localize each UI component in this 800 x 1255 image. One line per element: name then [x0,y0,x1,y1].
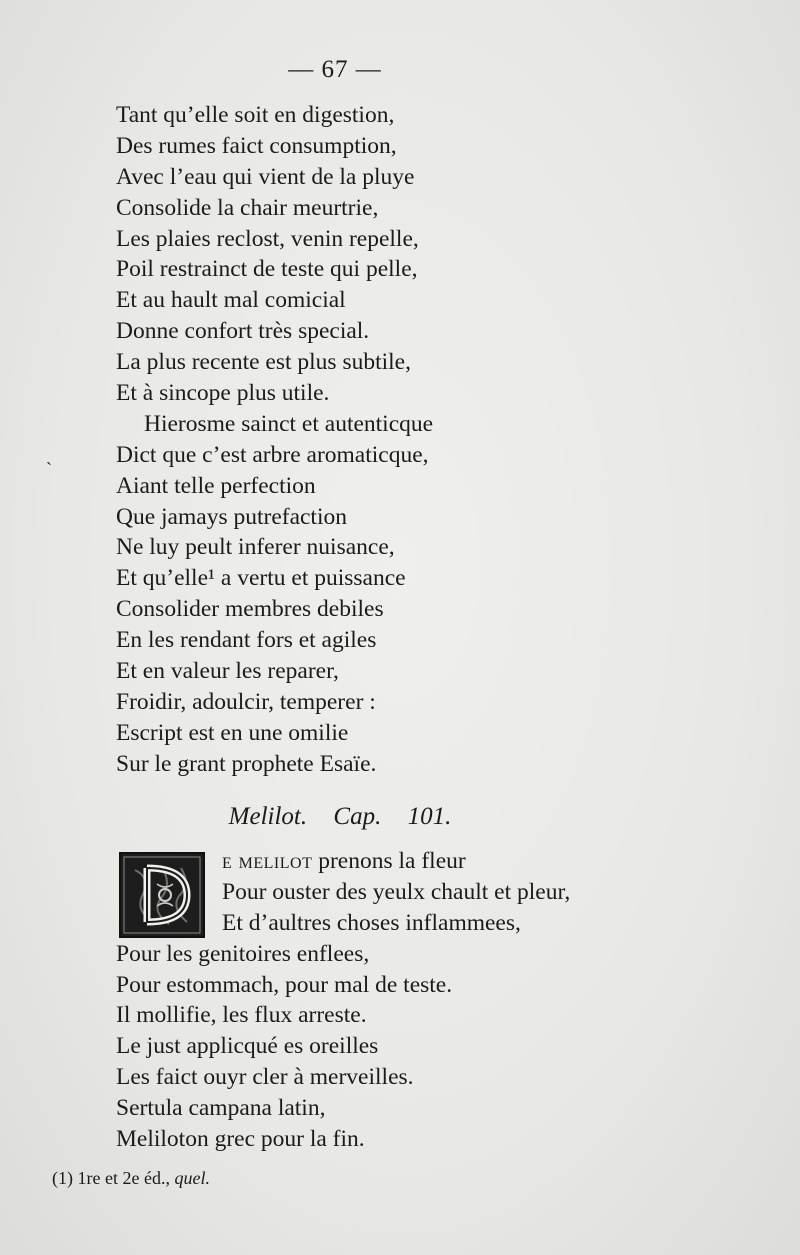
verse-line: Sur le grant prophete Esaïe. [116,750,377,777]
verse-line: Et au hault mal comicial [116,287,346,314]
footnote-marker: (1) [52,1168,73,1188]
verse-line: Dict que c’est arbre aromaticque, [116,441,429,468]
verse-block-bottom [116,846,736,1155]
verse-block-top [116,100,716,780]
verse-line: Ne luy peult inferer nuisance, [116,534,395,561]
section-title: Melilot. [228,803,308,830]
verse-line: Sertula campana latin, [116,1095,326,1122]
verse-line: Aiant telle perfection [116,472,316,499]
verse-line: Que jamays putrefaction [116,503,347,530]
footnote [52,1168,210,1189]
verse-line: Avec l’eau qui vient de la pluye [116,163,415,190]
verse-line: Poil restrainct de teste qui pelle, [116,256,418,283]
verse-line: Des rumes faict consumption, [116,132,397,159]
verse-line: Escript est en une omilie [116,719,349,746]
verse-line: Les faict ouyr cler à merveilles. [116,1064,414,1091]
verse-line: Froidir, adoulcir, temperer : [116,688,376,715]
verse-line: Et à sincope plus utile. [116,380,330,407]
verse-line: La plus recente est plus subtile, [116,349,411,376]
verse-line: Pour estommach, pour mal de teste. [116,971,453,998]
verse-line: Meliloton grec pour la fin. [116,1126,365,1153]
section-chapter: Cap. 101. [333,803,452,830]
verse-line: Pour ouster des yeulx chault et pleur, [222,878,571,905]
page-number: — 67 — [288,56,382,83]
verse-line: Et qu’elle¹ a vertu et puissance [116,565,406,592]
verse-line: Pour les genitoires enflees, [116,940,370,967]
verse-line: En les rendant fors et agiles [116,627,377,654]
verse-line: Les plaies reclost, venin repelle, [116,225,419,252]
footnote-italic: quel. [174,1168,210,1188]
verse-line: Hierosme sainct et autenticque [144,410,434,437]
verse-line: Et d’aultres choses inflammees, [222,909,521,936]
verse-line: Il mollifie, les flux arreste. [116,1002,367,1029]
verse-line-first [116,846,736,877]
verse-line: Et en valeur les reparer, [116,658,339,685]
verse-line: Consolider membres debiles [116,596,384,623]
margin-mark: ˏ [46,445,52,465]
verse-line: Consolide la chair meurtrie, [116,194,379,221]
incipit-word: e melilot [222,848,313,874]
verse-line: Le just applicqué es oreilles [116,1033,379,1060]
section-heading [0,803,680,831]
verse-line: Tant qu’elle soit en digestion, [116,102,395,128]
footnote-text: 1re et 2e éd., [77,1168,170,1188]
incipit-rest: prenons la fleur [318,848,466,874]
verse-line: Donne confort très special. [116,318,370,345]
